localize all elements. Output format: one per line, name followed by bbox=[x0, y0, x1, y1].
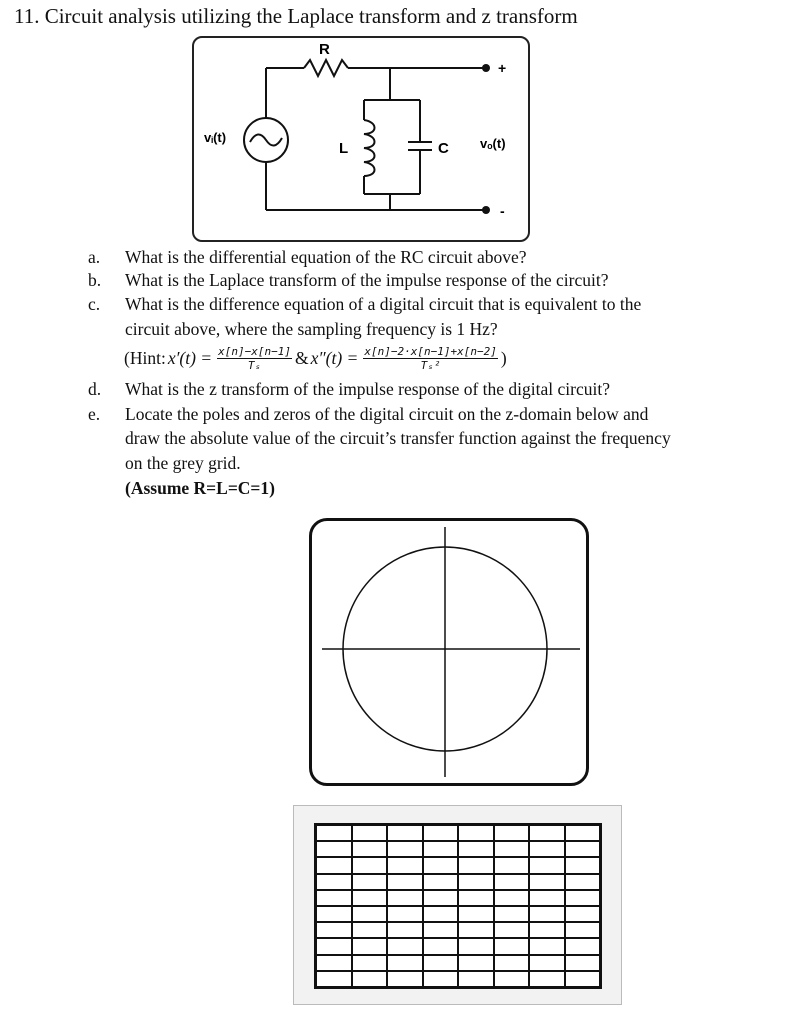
question-text: draw the absolute value of the circuit’s transfer function against the frequency bbox=[125, 428, 671, 448]
grid-cell bbox=[316, 825, 352, 841]
hint-formula bbox=[124, 345, 507, 372]
question-text: on the grey grid. bbox=[125, 453, 241, 473]
grid-cell bbox=[494, 955, 530, 971]
grid-cell bbox=[565, 955, 601, 971]
grid-cell bbox=[458, 971, 494, 987]
grid-cell bbox=[423, 890, 459, 906]
grid-cell bbox=[529, 955, 565, 971]
unit-circle-drawing bbox=[312, 521, 586, 783]
grid-cell bbox=[458, 955, 494, 971]
grid-cell bbox=[494, 874, 530, 890]
question-text: What is the difference equation of a digital circuit that is equivalent to the bbox=[125, 294, 642, 314]
grid-cell bbox=[423, 922, 459, 938]
inductor-symbol bbox=[364, 120, 375, 176]
grid-cell bbox=[565, 906, 601, 922]
grid-cell bbox=[529, 938, 565, 954]
grid-cell bbox=[458, 890, 494, 906]
grid-cell bbox=[387, 906, 423, 922]
grid-cell bbox=[423, 906, 459, 922]
grid-cell bbox=[352, 922, 388, 938]
resistor-label: R bbox=[319, 41, 330, 58]
grid-cell bbox=[529, 890, 565, 906]
grid-cell bbox=[316, 955, 352, 971]
grid-cell bbox=[316, 890, 352, 906]
grid-cell bbox=[387, 874, 423, 890]
grid-cell bbox=[387, 922, 423, 938]
grid-cell bbox=[494, 841, 530, 857]
first-derivative-fraction bbox=[217, 345, 292, 372]
grid-cell bbox=[494, 890, 530, 906]
second-derivative-fraction bbox=[363, 345, 497, 372]
grid-cell bbox=[565, 890, 601, 906]
grid-cell bbox=[387, 938, 423, 954]
grid-cell bbox=[316, 906, 352, 922]
grid-cell bbox=[352, 955, 388, 971]
grid-cell bbox=[316, 857, 352, 873]
grid-cell bbox=[565, 874, 601, 890]
grid-cell bbox=[529, 922, 565, 938]
question-text: What is the differential equation of the RC circuit above? bbox=[125, 247, 527, 267]
grid-cell bbox=[494, 938, 530, 954]
hint-suffix: ) bbox=[500, 348, 507, 368]
frequency-response-grid bbox=[314, 823, 602, 989]
assumption-text: (Assume R=L=C=1) bbox=[125, 478, 275, 498]
inductor-label: L bbox=[339, 140, 349, 157]
second-derivative-lhs: x″(t) = bbox=[310, 348, 359, 368]
grid-cell bbox=[494, 971, 530, 987]
fraction-numerator: x[n]−x[n−1] bbox=[218, 345, 291, 358]
grid-cell bbox=[529, 874, 565, 890]
question-label: d. bbox=[88, 379, 102, 399]
grid-cell bbox=[352, 857, 388, 873]
grid-cell bbox=[316, 971, 352, 987]
fraction-denominator: Tₛ bbox=[247, 359, 262, 372]
minus-label: - bbox=[500, 203, 505, 219]
grid-cell bbox=[387, 955, 423, 971]
grid-cell bbox=[458, 906, 494, 922]
grid-cell bbox=[565, 938, 601, 954]
question-label: c. bbox=[88, 294, 101, 314]
grid-cell bbox=[458, 938, 494, 954]
grid-cell bbox=[458, 874, 494, 890]
circuit-schematic bbox=[194, 38, 532, 244]
grid-cell bbox=[565, 857, 601, 873]
grid-cell bbox=[529, 825, 565, 841]
question-label: b. bbox=[88, 270, 102, 290]
grid-cell bbox=[352, 906, 388, 922]
grid-cell bbox=[352, 825, 388, 841]
grid-cell bbox=[352, 971, 388, 987]
z-domain-plot bbox=[309, 518, 589, 786]
grid-cell bbox=[423, 874, 459, 890]
hint-ampersand: & bbox=[294, 348, 309, 368]
grid-cell bbox=[387, 825, 423, 841]
plus-label: + bbox=[498, 60, 507, 76]
grid-cell bbox=[316, 874, 352, 890]
grid-cell bbox=[529, 841, 565, 857]
grid-cell bbox=[458, 922, 494, 938]
capacitor-label: C bbox=[438, 140, 449, 157]
grid-cell bbox=[352, 874, 388, 890]
sine-wave-icon bbox=[250, 134, 282, 145]
grid-cell bbox=[352, 890, 388, 906]
first-derivative-lhs: x′(t) = bbox=[167, 348, 213, 368]
grid-cell bbox=[565, 922, 601, 938]
output-terminal-plus bbox=[482, 64, 490, 72]
problem-title: 11. Circuit analysis utilizing the Laplace transform and z transform bbox=[14, 4, 578, 28]
output-terminal-minus bbox=[482, 206, 490, 214]
grid-cell bbox=[565, 841, 601, 857]
grey-grid-area bbox=[293, 805, 622, 1005]
grid-cell bbox=[494, 825, 530, 841]
grid-cell bbox=[458, 825, 494, 841]
grid-cell bbox=[494, 922, 530, 938]
grid-cell bbox=[387, 841, 423, 857]
resistor-symbol bbox=[304, 60, 348, 76]
input-voltage-label: vᵢ(t) bbox=[204, 130, 227, 145]
question-label: e. bbox=[88, 404, 101, 424]
fraction-denominator: Tₛ² bbox=[420, 359, 441, 372]
grid-cell bbox=[529, 857, 565, 873]
grid-cell bbox=[565, 825, 601, 841]
grid-cell bbox=[387, 971, 423, 987]
question-text: What is the Laplace transform of the impulse response of the circuit? bbox=[125, 270, 609, 290]
grid-cell bbox=[423, 938, 459, 954]
grid-cell bbox=[423, 841, 459, 857]
grid-cell bbox=[387, 857, 423, 873]
circuit-diagram bbox=[192, 36, 530, 242]
grid-cell bbox=[423, 825, 459, 841]
grid-cell bbox=[316, 922, 352, 938]
hint-prefix: (Hint: bbox=[124, 348, 166, 368]
grid-cell bbox=[494, 857, 530, 873]
grid-cell bbox=[529, 906, 565, 922]
grid-cell bbox=[565, 971, 601, 987]
question-text: circuit above, where the sampling frequency is 1 Hz? bbox=[125, 319, 498, 339]
grid-cell bbox=[529, 971, 565, 987]
grid-cell bbox=[316, 841, 352, 857]
grid-cell bbox=[494, 906, 530, 922]
grid-cell bbox=[423, 857, 459, 873]
grid-cell bbox=[352, 938, 388, 954]
question-text: What is the z transform of the impulse response of the digital circuit? bbox=[125, 379, 610, 399]
output-voltage-label: vₒ(t) bbox=[480, 136, 506, 151]
fraction-numerator: x[n]−2·x[n−1]+x[n−2] bbox=[364, 345, 497, 358]
question-label: a. bbox=[88, 247, 101, 267]
grid-cell bbox=[458, 857, 494, 873]
grid-cell bbox=[387, 890, 423, 906]
grid-cell bbox=[352, 841, 388, 857]
question-text: Locate the poles and zeros of the digital circuit on the z-domain below and bbox=[125, 404, 649, 424]
grid-cell bbox=[423, 971, 459, 987]
grid-cell bbox=[423, 955, 459, 971]
grid-cell bbox=[316, 938, 352, 954]
grid-cell bbox=[458, 841, 494, 857]
